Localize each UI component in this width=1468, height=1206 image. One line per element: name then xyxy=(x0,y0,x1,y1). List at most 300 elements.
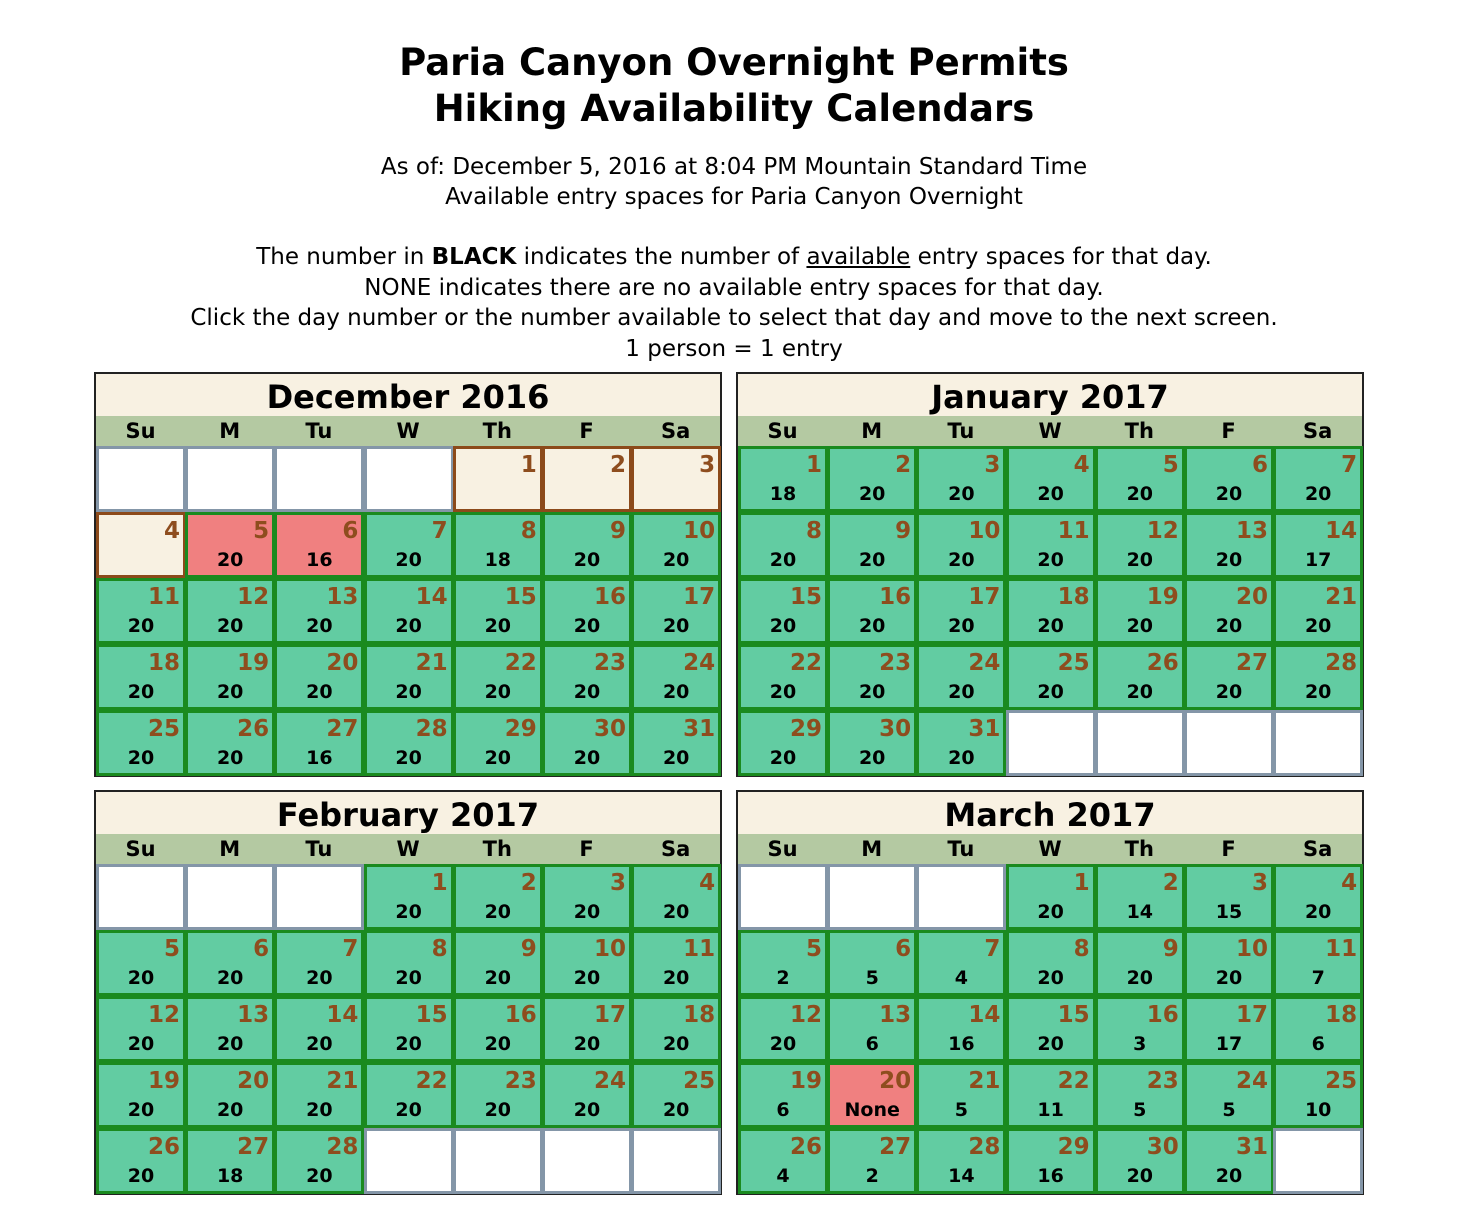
available-count[interactable]: 20 xyxy=(1304,901,1332,923)
day-number[interactable]: 21 xyxy=(326,1068,359,1094)
available-count[interactable]: 20 xyxy=(1215,483,1243,505)
available-count[interactable]: 20 xyxy=(948,615,975,637)
day-number[interactable]: 17 xyxy=(1235,1002,1268,1028)
available-count[interactable]: 6 xyxy=(865,1033,879,1055)
available-count[interactable]: 20 xyxy=(769,681,797,703)
day-number[interactable]: 16 xyxy=(879,584,912,610)
calendar-day-cell[interactable] xyxy=(631,644,721,710)
calendar-day-cell[interactable] xyxy=(631,996,721,1062)
calendar-day-cell[interactable] xyxy=(542,996,632,1062)
day-number[interactable]: 10 xyxy=(1235,936,1268,962)
available-count[interactable]: 16 xyxy=(948,1033,975,1055)
available-count[interactable]: 3 xyxy=(1133,1033,1147,1055)
day-number[interactable]: 31 xyxy=(1235,1134,1268,1160)
calendar-day-cell[interactable] xyxy=(1184,1128,1274,1194)
day-number[interactable]: 6 xyxy=(253,936,270,962)
calendar-day-cell[interactable] xyxy=(274,710,364,776)
calendar-day-cell[interactable] xyxy=(1095,864,1185,930)
calendar-day-cell[interactable] xyxy=(1184,996,1274,1062)
calendar-day-cell[interactable] xyxy=(1006,446,1096,512)
day-number[interactable]: 28 xyxy=(968,1134,1001,1160)
available-count[interactable]: 6 xyxy=(776,1099,790,1121)
available-count[interactable]: 20 xyxy=(948,483,975,505)
calendar-day-cell[interactable] xyxy=(1184,1062,1274,1128)
calendar-day-cell[interactable] xyxy=(453,710,543,776)
calendar-day-cell[interactable] xyxy=(827,446,917,512)
day-number[interactable]: 17 xyxy=(683,584,716,610)
available-count[interactable]: 20 xyxy=(127,967,155,989)
calendar-day-cell[interactable] xyxy=(1006,644,1096,710)
day-number[interactable]: 15 xyxy=(789,584,822,610)
calendar-day-cell[interactable] xyxy=(1184,512,1274,578)
available-count[interactable]: 20 xyxy=(948,681,975,703)
calendar-day-cell[interactable] xyxy=(1095,644,1185,710)
day-number[interactable]: 19 xyxy=(789,1068,822,1094)
calendar-day-cell[interactable] xyxy=(738,996,828,1062)
available-count[interactable]: 20 xyxy=(395,681,422,703)
day-number[interactable]: 14 xyxy=(326,1002,359,1028)
available-count[interactable]: 20 xyxy=(573,549,601,571)
available-count[interactable]: 20 xyxy=(1304,615,1332,637)
calendar-day-cell[interactable] xyxy=(827,1128,917,1194)
day-number[interactable]: 26 xyxy=(789,1134,822,1160)
calendar-day-cell[interactable] xyxy=(364,710,454,776)
available-count[interactable]: 11 xyxy=(1037,1099,1064,1121)
day-number[interactable]: 3 xyxy=(984,452,1001,478)
available-count[interactable]: 20 xyxy=(1215,967,1243,989)
day-number[interactable]: 24 xyxy=(683,650,716,676)
day-number[interactable]: 14 xyxy=(415,584,448,610)
day-number[interactable]: 15 xyxy=(1057,1002,1090,1028)
calendar-day-cell[interactable] xyxy=(542,930,632,996)
calendar-day-cell[interactable] xyxy=(1006,1128,1096,1194)
day-number[interactable]: 5 xyxy=(1162,452,1179,478)
available-count[interactable]: 20 xyxy=(769,615,797,637)
day-number[interactable]: 12 xyxy=(789,1002,822,1028)
day-number[interactable]: 24 xyxy=(1235,1068,1268,1094)
calendar-day-cell[interactable] xyxy=(738,710,828,776)
day-number[interactable]: 29 xyxy=(504,716,537,742)
available-count[interactable]: 20 xyxy=(1126,615,1154,637)
day-number[interactable]: 21 xyxy=(1325,584,1358,610)
available-count[interactable]: 5 xyxy=(954,1099,968,1121)
available-count[interactable]: 20 xyxy=(306,967,333,989)
calendar-day-cell[interactable] xyxy=(274,1062,364,1128)
calendar-day-cell[interactable] xyxy=(364,996,454,1062)
available-count[interactable]: 20 xyxy=(1037,1033,1064,1055)
available-count[interactable]: 20 xyxy=(306,1099,333,1121)
available-count[interactable]: 20 xyxy=(127,747,155,769)
calendar-day-cell[interactable] xyxy=(96,996,186,1062)
available-count[interactable]: 20 xyxy=(216,549,244,571)
available-count[interactable]: 20 xyxy=(573,747,601,769)
available-count[interactable]: 20 xyxy=(769,1033,797,1055)
day-number[interactable]: 13 xyxy=(879,1002,912,1028)
day-number[interactable]: 15 xyxy=(415,1002,448,1028)
day-number[interactable]: 24 xyxy=(968,650,1001,676)
available-count[interactable]: 17 xyxy=(1304,549,1332,571)
day-number[interactable]: 23 xyxy=(879,650,912,676)
available-count[interactable]: 20 xyxy=(484,747,512,769)
day-number[interactable]: 6 xyxy=(1251,452,1268,478)
calendar-day-cell[interactable] xyxy=(96,1128,186,1194)
day-number[interactable]: 23 xyxy=(504,1068,537,1094)
day-number[interactable]: 14 xyxy=(968,1002,1001,1028)
calendar-day-cell[interactable] xyxy=(364,578,454,644)
calendar-day-cell[interactable] xyxy=(1184,446,1274,512)
available-count[interactable]: 20 xyxy=(1037,549,1064,571)
available-count[interactable]: 20 xyxy=(216,681,244,703)
calendar-day-cell[interactable] xyxy=(1184,930,1274,996)
available-count[interactable]: 20 xyxy=(662,1099,690,1121)
available-count[interactable]: 5 xyxy=(1133,1099,1147,1121)
day-number[interactable]: 2 xyxy=(1162,870,1179,896)
calendar-day-cell[interactable] xyxy=(916,446,1006,512)
day-number[interactable]: 20 xyxy=(1235,584,1268,610)
day-number[interactable]: 23 xyxy=(1146,1068,1179,1094)
day-number[interactable]: 8 xyxy=(1073,936,1090,962)
day-number[interactable]: 16 xyxy=(1146,1002,1179,1028)
day-number[interactable]: 19 xyxy=(237,650,270,676)
available-count[interactable]: 20 xyxy=(216,615,244,637)
day-number[interactable]: 17 xyxy=(968,584,1001,610)
available-count[interactable]: 20 xyxy=(573,615,601,637)
available-count[interactable]: 20 xyxy=(395,549,422,571)
calendar-day-cell[interactable] xyxy=(274,1128,364,1194)
available-count[interactable]: 20 xyxy=(127,615,155,637)
available-count[interactable]: 20 xyxy=(1037,967,1064,989)
day-number[interactable]: 6 xyxy=(342,518,359,544)
day-number[interactable]: 18 xyxy=(147,650,180,676)
calendar-day-cell[interactable] xyxy=(542,1062,632,1128)
calendar-day-cell[interactable] xyxy=(274,930,364,996)
day-number[interactable]: 10 xyxy=(683,518,716,544)
calendar-day-cell[interactable] xyxy=(453,1062,543,1128)
calendar-day-cell[interactable] xyxy=(185,1062,275,1128)
calendar-day-cell[interactable] xyxy=(631,578,721,644)
available-count[interactable]: 20 xyxy=(1126,681,1154,703)
day-number[interactable]: 26 xyxy=(147,1134,180,1160)
calendar-day-cell[interactable] xyxy=(1273,512,1363,578)
calendar-day-cell[interactable] xyxy=(1273,996,1363,1062)
calendar-day-cell[interactable] xyxy=(96,710,186,776)
day-number[interactable]: 13 xyxy=(1235,518,1268,544)
calendar-day-cell[interactable] xyxy=(453,578,543,644)
day-number[interactable]: 11 xyxy=(683,936,716,962)
available-count[interactable]: 20 xyxy=(395,967,422,989)
calendar-day-cell[interactable] xyxy=(274,644,364,710)
available-count[interactable]: 18 xyxy=(484,549,512,571)
day-number[interactable]: 27 xyxy=(1235,650,1268,676)
day-number[interactable]: 5 xyxy=(253,518,270,544)
available-count[interactable]: 20 xyxy=(662,1033,690,1055)
day-number[interactable]: 10 xyxy=(593,936,626,962)
calendar-day-cell[interactable] xyxy=(631,930,721,996)
calendar-day-cell[interactable] xyxy=(738,446,828,512)
available-count[interactable]: 20 xyxy=(484,681,512,703)
available-count[interactable]: 20 xyxy=(216,747,244,769)
calendar-day-cell[interactable] xyxy=(916,644,1006,710)
available-count[interactable]: 20 xyxy=(216,967,244,989)
day-number[interactable]: 27 xyxy=(237,1134,270,1160)
calendar-day-cell[interactable] xyxy=(185,930,275,996)
calendar-day-cell[interactable] xyxy=(453,930,543,996)
day-number[interactable]: 9 xyxy=(609,518,626,544)
calendar-day-cell[interactable] xyxy=(827,1062,917,1128)
day-number[interactable]: 9 xyxy=(895,518,912,544)
available-count[interactable]: 20 xyxy=(1037,901,1064,923)
calendar-day-cell[interactable] xyxy=(916,1062,1006,1128)
calendar-day-cell[interactable] xyxy=(274,996,364,1062)
day-number[interactable]: 21 xyxy=(415,650,448,676)
available-count[interactable]: 14 xyxy=(1126,901,1154,923)
available-count[interactable]: 20 xyxy=(127,1165,155,1187)
available-count[interactable]: 17 xyxy=(1215,1033,1243,1055)
day-number[interactable]: 1 xyxy=(431,870,448,896)
day-number[interactable]: 11 xyxy=(147,584,180,610)
calendar-day-cell[interactable] xyxy=(916,710,1006,776)
calendar-day-cell[interactable] xyxy=(738,1062,828,1128)
available-count[interactable]: 20 xyxy=(306,1033,333,1055)
calendar-day-cell[interactable] xyxy=(1273,864,1363,930)
calendar-day-cell[interactable] xyxy=(1273,1062,1363,1128)
calendar-day-cell[interactable] xyxy=(453,644,543,710)
calendar-day-cell[interactable] xyxy=(738,512,828,578)
day-number[interactable]: 16 xyxy=(593,584,626,610)
day-number[interactable]: 24 xyxy=(593,1068,626,1094)
available-count[interactable]: 20 xyxy=(662,901,690,923)
day-number[interactable]: 25 xyxy=(1057,650,1090,676)
calendar-day-cell[interactable] xyxy=(1095,512,1185,578)
day-number[interactable]: 31 xyxy=(968,716,1001,742)
calendar-day-cell[interactable] xyxy=(364,512,454,578)
calendar-day-cell[interactable] xyxy=(1184,578,1274,644)
day-number[interactable]: 31 xyxy=(683,716,716,742)
available-count[interactable]: 20 xyxy=(1215,1165,1243,1187)
available-count[interactable]: 20 xyxy=(395,1099,422,1121)
available-count[interactable]: 20 xyxy=(573,1033,601,1055)
calendar-day-cell[interactable] xyxy=(364,1062,454,1128)
day-number[interactable]: 20 xyxy=(237,1068,270,1094)
day-number[interactable]: 25 xyxy=(147,716,180,742)
available-count[interactable]: 20 xyxy=(662,747,690,769)
available-count[interactable]: 20 xyxy=(662,681,690,703)
calendar-day-cell[interactable] xyxy=(1006,1062,1096,1128)
day-number[interactable]: 29 xyxy=(1057,1134,1090,1160)
calendar-day-cell[interactable] xyxy=(274,512,364,578)
day-number[interactable]: 3 xyxy=(609,870,626,896)
available-count[interactable]: 20 xyxy=(1304,483,1332,505)
day-number[interactable]: 20 xyxy=(879,1068,912,1094)
day-number[interactable]: 8 xyxy=(520,518,537,544)
day-number[interactable]: 18 xyxy=(1057,584,1090,610)
available-count[interactable]: 20 xyxy=(1126,483,1154,505)
available-count[interactable]: 5 xyxy=(865,967,879,989)
available-count[interactable]: 20 xyxy=(127,681,155,703)
calendar-day-cell[interactable] xyxy=(453,864,543,930)
day-number[interactable]: 4 xyxy=(1073,452,1090,478)
calendar-day-cell[interactable] xyxy=(738,578,828,644)
calendar-day-cell[interactable] xyxy=(1095,996,1185,1062)
day-number[interactable]: 28 xyxy=(1325,650,1358,676)
available-count[interactable]: 20 xyxy=(769,549,797,571)
calendar-day-cell[interactable] xyxy=(1006,864,1096,930)
available-count[interactable]: 20 xyxy=(395,615,422,637)
calendar-day-cell[interactable] xyxy=(631,710,721,776)
available-count[interactable]: 20 xyxy=(395,1033,422,1055)
calendar-day-cell[interactable] xyxy=(274,578,364,644)
calendar-day-cell[interactable] xyxy=(542,512,632,578)
calendar-day-cell[interactable] xyxy=(827,996,917,1062)
available-count[interactable]: 20 xyxy=(1037,681,1064,703)
calendar-day-cell[interactable] xyxy=(1006,512,1096,578)
calendar-day-cell[interactable] xyxy=(1095,1128,1185,1194)
available-count[interactable]: 20 xyxy=(1126,549,1154,571)
available-count[interactable]: 20 xyxy=(1126,967,1154,989)
calendar-day-cell[interactable] xyxy=(827,644,917,710)
day-number[interactable]: 2 xyxy=(520,870,537,896)
day-number[interactable]: 27 xyxy=(326,716,359,742)
available-count[interactable]: 20 xyxy=(573,681,601,703)
calendar-day-cell[interactable] xyxy=(185,578,275,644)
calendar-day-cell[interactable] xyxy=(542,710,632,776)
calendar-day-cell[interactable] xyxy=(916,996,1006,1062)
calendar-day-cell[interactable] xyxy=(1184,864,1274,930)
calendar-day-cell[interactable] xyxy=(1095,1062,1185,1128)
day-number[interactable]: 5 xyxy=(163,936,180,962)
day-number[interactable]: 20 xyxy=(326,650,359,676)
day-number[interactable]: 22 xyxy=(789,650,822,676)
calendar-day-cell[interactable] xyxy=(738,644,828,710)
calendar-day-cell[interactable] xyxy=(1006,930,1096,996)
available-count[interactable]: 20 xyxy=(1037,483,1064,505)
day-number[interactable]: 19 xyxy=(1146,584,1179,610)
day-number[interactable]: 28 xyxy=(415,716,448,742)
day-number[interactable]: 3 xyxy=(1251,870,1268,896)
available-count[interactable]: 2 xyxy=(865,1165,879,1187)
calendar-day-cell[interactable] xyxy=(827,930,917,996)
available-count[interactable]: 20 xyxy=(1215,549,1243,571)
available-count[interactable]: 4 xyxy=(954,967,968,989)
available-count[interactable]: 15 xyxy=(1215,901,1243,923)
available-count[interactable]: 16 xyxy=(306,747,333,769)
available-count[interactable]: 20 xyxy=(1126,1165,1154,1187)
day-number[interactable]: 7 xyxy=(1341,452,1358,478)
day-number[interactable]: 15 xyxy=(504,584,537,610)
available-count[interactable]: 18 xyxy=(769,483,797,505)
calendar-day-cell[interactable] xyxy=(542,578,632,644)
available-count[interactable]: 20 xyxy=(573,1099,601,1121)
available-count[interactable]: 20 xyxy=(395,901,422,923)
day-number[interactable]: 18 xyxy=(683,1002,716,1028)
available-count[interactable]: 16 xyxy=(1037,1165,1064,1187)
calendar-day-cell[interactable] xyxy=(738,1128,828,1194)
day-number[interactable]: 22 xyxy=(415,1068,448,1094)
calendar-day-cell[interactable] xyxy=(916,578,1006,644)
day-number[interactable]: 8 xyxy=(805,518,822,544)
calendar-day-cell[interactable] xyxy=(631,512,721,578)
calendar-day-cell[interactable] xyxy=(1095,446,1185,512)
calendar-day-cell[interactable] xyxy=(542,644,632,710)
day-number[interactable]: 7 xyxy=(431,518,448,544)
day-number[interactable]: 29 xyxy=(789,716,822,742)
calendar-day-cell[interactable] xyxy=(96,930,186,996)
calendar-day-cell[interactable] xyxy=(453,512,543,578)
day-number[interactable]: 7 xyxy=(342,936,359,962)
available-count[interactable]: 20 xyxy=(948,549,975,571)
calendar-day-cell[interactable] xyxy=(738,930,828,996)
calendar-day-cell[interactable] xyxy=(185,710,275,776)
available-count[interactable]: 20 xyxy=(127,1033,155,1055)
calendar-day-cell[interactable] xyxy=(916,512,1006,578)
available-count[interactable]: 20 xyxy=(484,967,512,989)
day-number[interactable]: 22 xyxy=(1057,1068,1090,1094)
day-number[interactable]: 1 xyxy=(1073,870,1090,896)
day-number[interactable]: 9 xyxy=(1162,936,1179,962)
available-count[interactable]: 20 xyxy=(1304,681,1332,703)
day-number[interactable]: 11 xyxy=(1325,936,1358,962)
available-count[interactable]: 20 xyxy=(1037,615,1064,637)
available-count[interactable]: 6 xyxy=(1311,1033,1325,1055)
available-count[interactable]: 20 xyxy=(662,967,690,989)
day-number[interactable]: 12 xyxy=(237,584,270,610)
calendar-day-cell[interactable] xyxy=(453,996,543,1062)
day-number[interactable]: 12 xyxy=(147,1002,180,1028)
calendar-day-cell[interactable] xyxy=(1095,930,1185,996)
day-number[interactable]: 25 xyxy=(683,1068,716,1094)
calendar-day-cell[interactable] xyxy=(631,864,721,930)
available-count[interactable]: 20 xyxy=(769,747,797,769)
available-count[interactable]: 20 xyxy=(484,901,512,923)
calendar-day-cell[interactable] xyxy=(96,578,186,644)
available-count[interactable]: 20 xyxy=(858,681,886,703)
calendar-day-cell[interactable] xyxy=(631,1062,721,1128)
available-count[interactable]: 20 xyxy=(948,747,975,769)
day-number[interactable]: 6 xyxy=(895,936,912,962)
day-number[interactable]: 30 xyxy=(1146,1134,1179,1160)
calendar-day-cell[interactable] xyxy=(364,864,454,930)
day-number[interactable]: 1 xyxy=(805,452,822,478)
calendar-day-cell[interactable] xyxy=(96,1062,186,1128)
available-count[interactable]: 20 xyxy=(858,747,886,769)
day-number[interactable]: 28 xyxy=(326,1134,359,1160)
day-number[interactable]: 30 xyxy=(593,716,626,742)
day-number[interactable]: 30 xyxy=(879,716,912,742)
available-count[interactable]: 20 xyxy=(216,1099,244,1121)
day-number[interactable]: 12 xyxy=(1146,518,1179,544)
calendar-day-cell[interactable] xyxy=(1006,996,1096,1062)
available-count[interactable]: None xyxy=(844,1099,900,1121)
available-count[interactable]: 20 xyxy=(484,1033,512,1055)
available-count[interactable]: 20 xyxy=(306,681,333,703)
available-count[interactable]: 16 xyxy=(306,549,333,571)
calendar-day-cell[interactable] xyxy=(96,644,186,710)
day-number[interactable]: 11 xyxy=(1057,518,1090,544)
day-number[interactable]: 14 xyxy=(1325,518,1358,544)
day-number[interactable]: 4 xyxy=(699,870,716,896)
available-count[interactable]: 18 xyxy=(216,1165,244,1187)
available-count[interactable]: 5 xyxy=(1222,1099,1236,1121)
available-count[interactable]: 2 xyxy=(776,967,790,989)
day-number[interactable]: 9 xyxy=(520,936,537,962)
available-count[interactable]: 14 xyxy=(948,1165,975,1187)
calendar-day-cell[interactable] xyxy=(542,864,632,930)
available-count[interactable]: 4 xyxy=(776,1165,790,1187)
available-count[interactable]: 20 xyxy=(858,615,886,637)
day-number[interactable]: 16 xyxy=(504,1002,537,1028)
calendar-day-cell[interactable] xyxy=(364,644,454,710)
available-count[interactable]: 20 xyxy=(573,967,601,989)
